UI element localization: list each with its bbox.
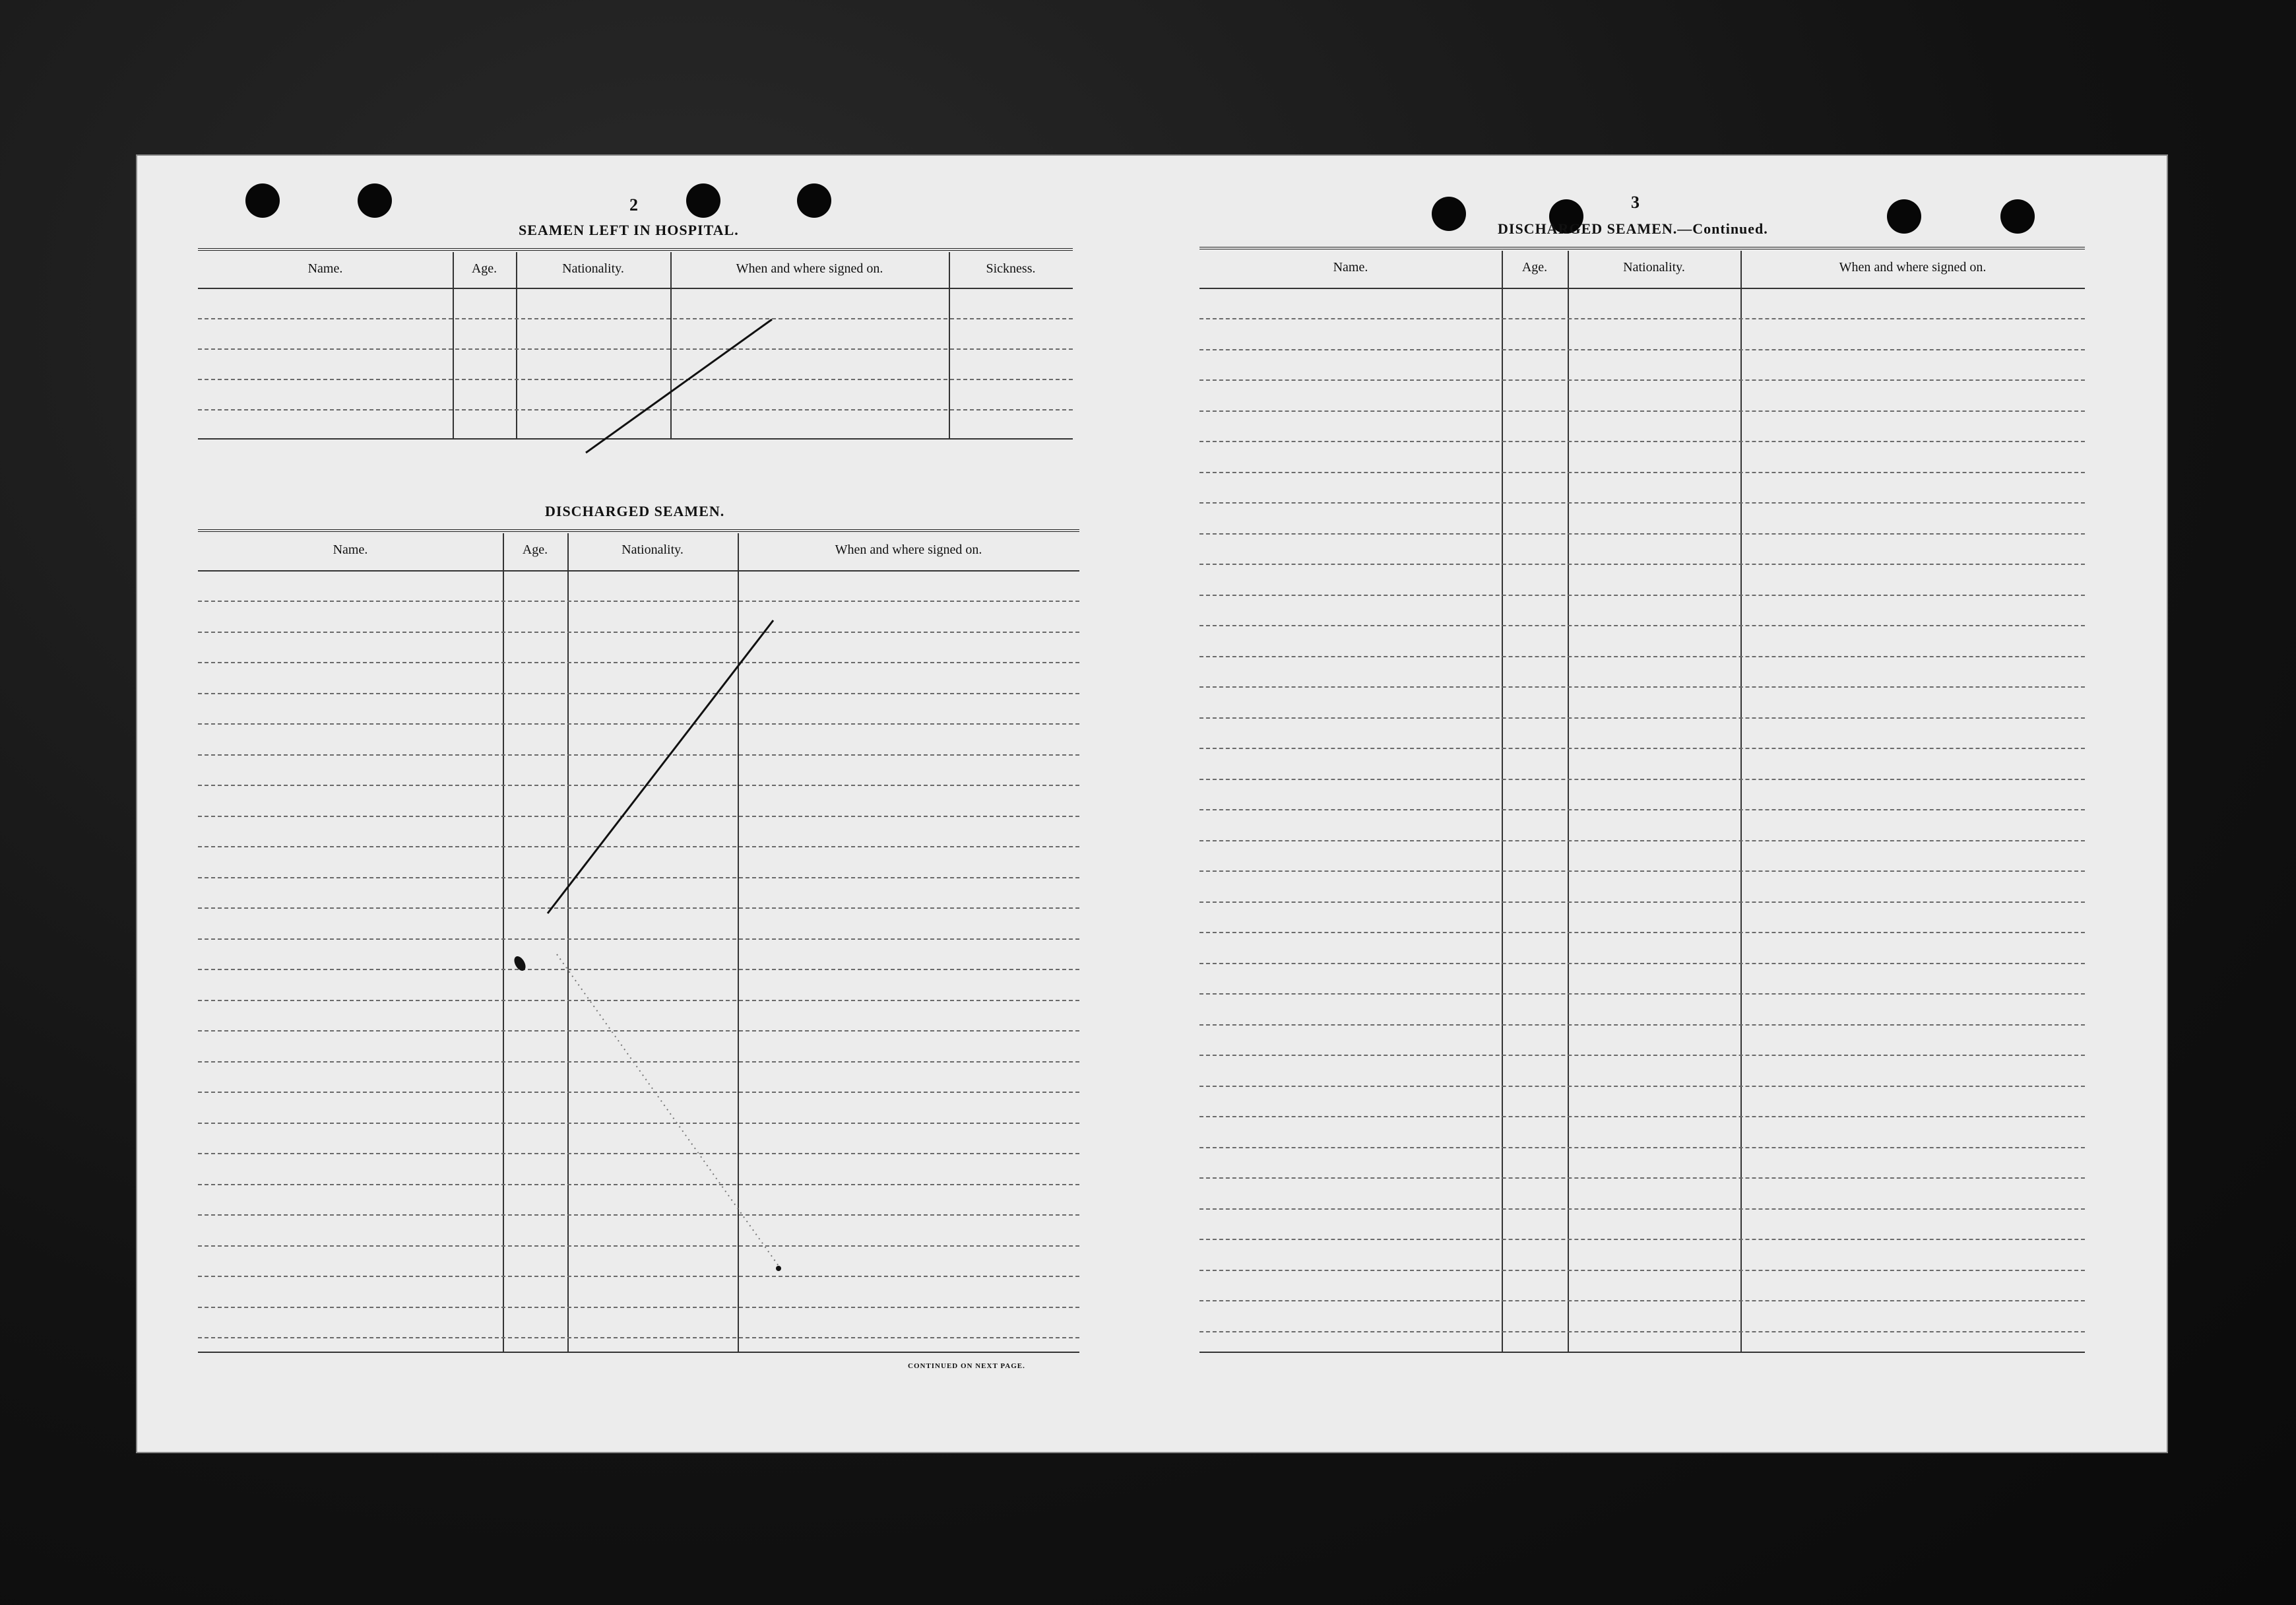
column-header-nationality: Nationality. xyxy=(562,261,624,276)
ink-dot xyxy=(776,1266,781,1271)
page-number-left: 2 xyxy=(629,195,638,214)
column-header-name: Name. xyxy=(307,261,343,276)
column-header-signed-on: When and where signed on. xyxy=(1839,260,1987,275)
form-paper xyxy=(137,156,2167,1452)
ink-blot xyxy=(512,954,528,973)
column-header-name: Name. xyxy=(333,542,368,557)
column-header-age: Age. xyxy=(522,542,548,557)
hospital-section-title: SEAMEN LEFT IN HOSPITAL. xyxy=(519,222,739,238)
continued-note: CONTINUED ON NEXT PAGE. xyxy=(908,1362,1025,1370)
column-header-sickness: Sickness. xyxy=(986,261,1036,276)
column-header-signed-on: When and where signed on. xyxy=(835,542,982,557)
column-header-name: Name. xyxy=(1333,260,1368,275)
column-header-age: Age. xyxy=(471,261,497,276)
column-header-age: Age. xyxy=(1521,260,1548,275)
faint-offset-stroke xyxy=(557,954,779,1266)
right-section-title: DISCHARGED SEAMEN.—Continued. xyxy=(1498,220,1768,237)
page-number-right: 3 xyxy=(1631,193,1640,212)
column-header-signed-on: When and where signed on. xyxy=(736,261,883,276)
void-strokes xyxy=(137,156,2167,1452)
void-stroke-discharged xyxy=(548,620,773,913)
column-header-nationality: Nationality. xyxy=(1623,260,1685,275)
discharged-section-title: DISCHARGED SEAMEN. xyxy=(545,503,725,519)
column-header-nationality: Nationality. xyxy=(622,542,684,557)
void-stroke-hospital xyxy=(586,319,772,453)
